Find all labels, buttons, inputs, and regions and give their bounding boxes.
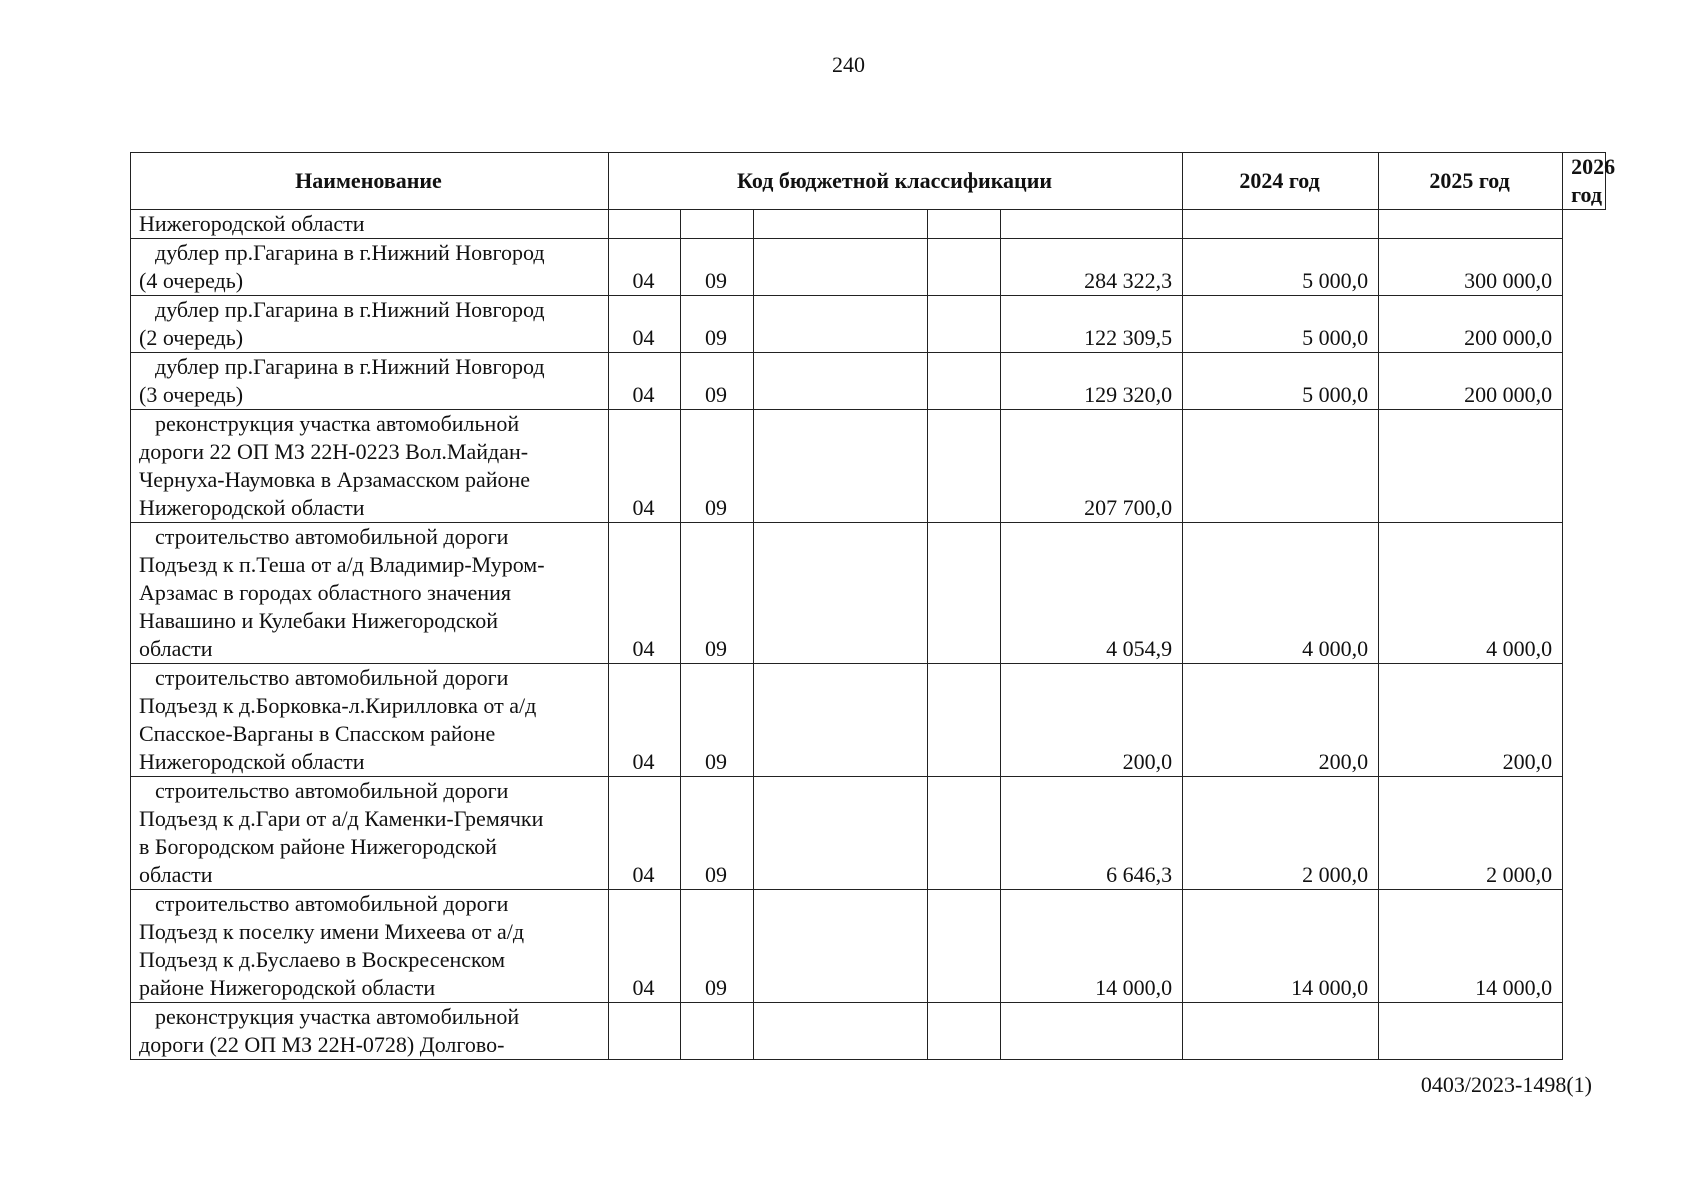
row-name-line: дублер пр.Гагарина в г.Нижний Новгород	[155, 354, 545, 379]
row-name-line: строительство автомобильной дороги	[155, 891, 509, 916]
value-2026	[1379, 1003, 1563, 1060]
row-name-line: Навашино и Кулебаки Нижегородской	[139, 608, 498, 633]
row-name	[131, 353, 609, 410]
code-target	[754, 410, 928, 523]
row-name-line: Подъезд к п.Теша от а/д Владимир-Муром-	[139, 552, 545, 577]
table-row	[131, 410, 1606, 523]
row-name	[131, 777, 609, 890]
value-2026: 200 000,0	[1379, 353, 1563, 410]
code-subsection: 09	[681, 890, 754, 1003]
code-target	[754, 1003, 928, 1060]
row-name-line: районе Нижегородской области	[139, 975, 436, 1000]
row-name-line: реконструкция участка автомобильной	[155, 411, 520, 436]
value-2026: 200,0	[1379, 664, 1563, 777]
value-2025	[1183, 410, 1379, 523]
code-subsection: 09	[681, 296, 754, 353]
value-2025: 14 000,0	[1183, 890, 1379, 1003]
value-2026: 14 000,0	[1379, 890, 1563, 1003]
code-subsection: 09	[681, 523, 754, 664]
value-2024: 14 000,0	[1001, 890, 1183, 1003]
row-name-line: строительство автомобильной дороги	[155, 665, 509, 690]
code-section: 04	[609, 523, 681, 664]
code-expense-type	[928, 664, 1001, 777]
table-row	[131, 210, 1606, 239]
row-name-line: Подъезд к д.Буслаево в Воскресенском	[139, 947, 506, 972]
row-name-line: в Богородском районе Нижегородской	[139, 834, 497, 859]
value-2024: 207 700,0	[1001, 410, 1183, 523]
table-row	[131, 353, 1606, 410]
document-code: 0403/2023-1498(1)	[1420, 1072, 1592, 1097]
row-name-line: (3 очередь)	[139, 382, 244, 407]
value-2025: 2 000,0	[1183, 777, 1379, 890]
header-2025: 2025 год	[1379, 153, 1563, 210]
code-section: 04	[609, 239, 681, 296]
value-2026	[1379, 210, 1563, 239]
value-2026	[1379, 410, 1563, 523]
row-name-line: строительство автомобильной дороги	[155, 778, 509, 803]
row-name-line: дублер пр.Гагарина в г.Нижний Новгород	[155, 240, 545, 265]
row-name-line: Нижегородской области	[139, 211, 365, 236]
code-section: 04	[609, 296, 681, 353]
row-name-line: области	[139, 862, 213, 887]
code-target	[754, 210, 928, 239]
value-2024: 284 322,3	[1001, 239, 1183, 296]
value-2025: 5 000,0	[1183, 296, 1379, 353]
row-name	[131, 239, 609, 296]
row-name-line: Нижегородской области	[139, 749, 365, 774]
code-target	[754, 296, 928, 353]
header-2026: 2026 год	[1563, 153, 1606, 210]
value-2024: 4 054,9	[1001, 523, 1183, 664]
budget-table	[130, 152, 1616, 1060]
value-2025: 200,0	[1183, 664, 1379, 777]
row-name-line: (4 очередь)	[139, 268, 244, 293]
code-section: 04	[609, 353, 681, 410]
code-expense-type	[928, 1003, 1001, 1060]
page-number: 240	[832, 52, 865, 77]
code-target	[754, 239, 928, 296]
row-name-line: (2 очередь)	[139, 325, 244, 350]
value-2024	[1001, 210, 1183, 239]
row-name	[131, 890, 609, 1003]
table-row	[131, 1003, 1606, 1060]
value-2026: 200 000,0	[1379, 296, 1563, 353]
row-name-line: Подъезд к поселку имени Михеева от а/д	[139, 919, 525, 944]
code-target	[754, 777, 928, 890]
value-2025: 5 000,0	[1183, 239, 1379, 296]
code-section: 04	[609, 777, 681, 890]
row-name-line: строительство автомобильной дороги	[155, 524, 509, 549]
code-section: 04	[609, 890, 681, 1003]
row-name	[131, 210, 609, 239]
code-section: 04	[609, 410, 681, 523]
row-name	[131, 410, 609, 523]
code-subsection	[681, 1003, 754, 1060]
row-name-line: Чернуха-Наумовка в Арзамасском районе	[139, 467, 531, 492]
code-subsection: 09	[681, 410, 754, 523]
row-name-line: реконструкция участка автомобильной	[155, 1004, 520, 1029]
value-2026: 2 000,0	[1379, 777, 1563, 890]
value-2024: 129 320,0	[1001, 353, 1183, 410]
table-row	[131, 239, 1606, 296]
row-name-line: области	[139, 636, 213, 661]
value-2025	[1183, 1003, 1379, 1060]
code-section	[609, 1003, 681, 1060]
table-row	[131, 777, 1606, 890]
table-row	[131, 523, 1606, 664]
row-name-line: дороги (22 ОП МЗ 22Н-0728) Долгово-	[139, 1032, 505, 1057]
code-expense-type	[928, 296, 1001, 353]
row-name-line: Арзамас в городах областного значения	[139, 580, 511, 605]
code-expense-type	[928, 210, 1001, 239]
table-row	[131, 664, 1606, 777]
value-2025: 5 000,0	[1183, 353, 1379, 410]
table-row	[131, 890, 1606, 1003]
code-section	[609, 210, 681, 239]
code-target	[754, 523, 928, 664]
code-subsection	[681, 210, 754, 239]
code-target	[754, 353, 928, 410]
row-name	[131, 296, 609, 353]
header-name: Наименование	[131, 153, 609, 210]
row-name-line: Подъезд к д.Гари от а/д Каменки-Гремячки	[139, 806, 544, 831]
code-subsection: 09	[681, 353, 754, 410]
row-name-line: дороги 22 ОП МЗ 22Н-0223 Вол.Майдан-	[139, 439, 529, 464]
code-subsection: 09	[681, 239, 754, 296]
code-expense-type	[928, 777, 1001, 890]
code-subsection: 09	[681, 664, 754, 777]
code-expense-type	[928, 523, 1001, 664]
code-expense-type	[928, 239, 1001, 296]
row-name	[131, 664, 609, 777]
value-2025: 4 000,0	[1183, 523, 1379, 664]
value-2024: 6 646,3	[1001, 777, 1183, 890]
value-2026: 4 000,0	[1379, 523, 1563, 664]
row-name-line: Подъезд к д.Борковка-л.Кирилловка от а/д	[139, 693, 537, 718]
code-section: 04	[609, 664, 681, 777]
row-name	[131, 523, 609, 664]
code-expense-type	[928, 890, 1001, 1003]
value-2026: 300 000,0	[1379, 239, 1563, 296]
value-2024	[1001, 1003, 1183, 1060]
header-2024: 2024 год	[1183, 153, 1379, 210]
table-body	[131, 210, 1606, 1060]
code-expense-type	[928, 353, 1001, 410]
value-2025	[1183, 210, 1379, 239]
code-target	[754, 664, 928, 777]
header-budget-code: Код бюджетной классификации	[609, 153, 1183, 210]
code-expense-type	[928, 410, 1001, 523]
row-name	[131, 1003, 609, 1060]
code-subsection: 09	[681, 777, 754, 890]
row-name-line: Нижегородской области	[139, 495, 365, 520]
table-row	[131, 296, 1606, 353]
table-header-row	[131, 153, 1606, 210]
row-name-line: Спасское-Варганы в Спасском районе	[139, 721, 496, 746]
row-name-line: дублер пр.Гагарина в г.Нижний Новгород	[155, 297, 545, 322]
value-2024: 200,0	[1001, 664, 1183, 777]
value-2024: 122 309,5	[1001, 296, 1183, 353]
code-target	[754, 890, 928, 1003]
